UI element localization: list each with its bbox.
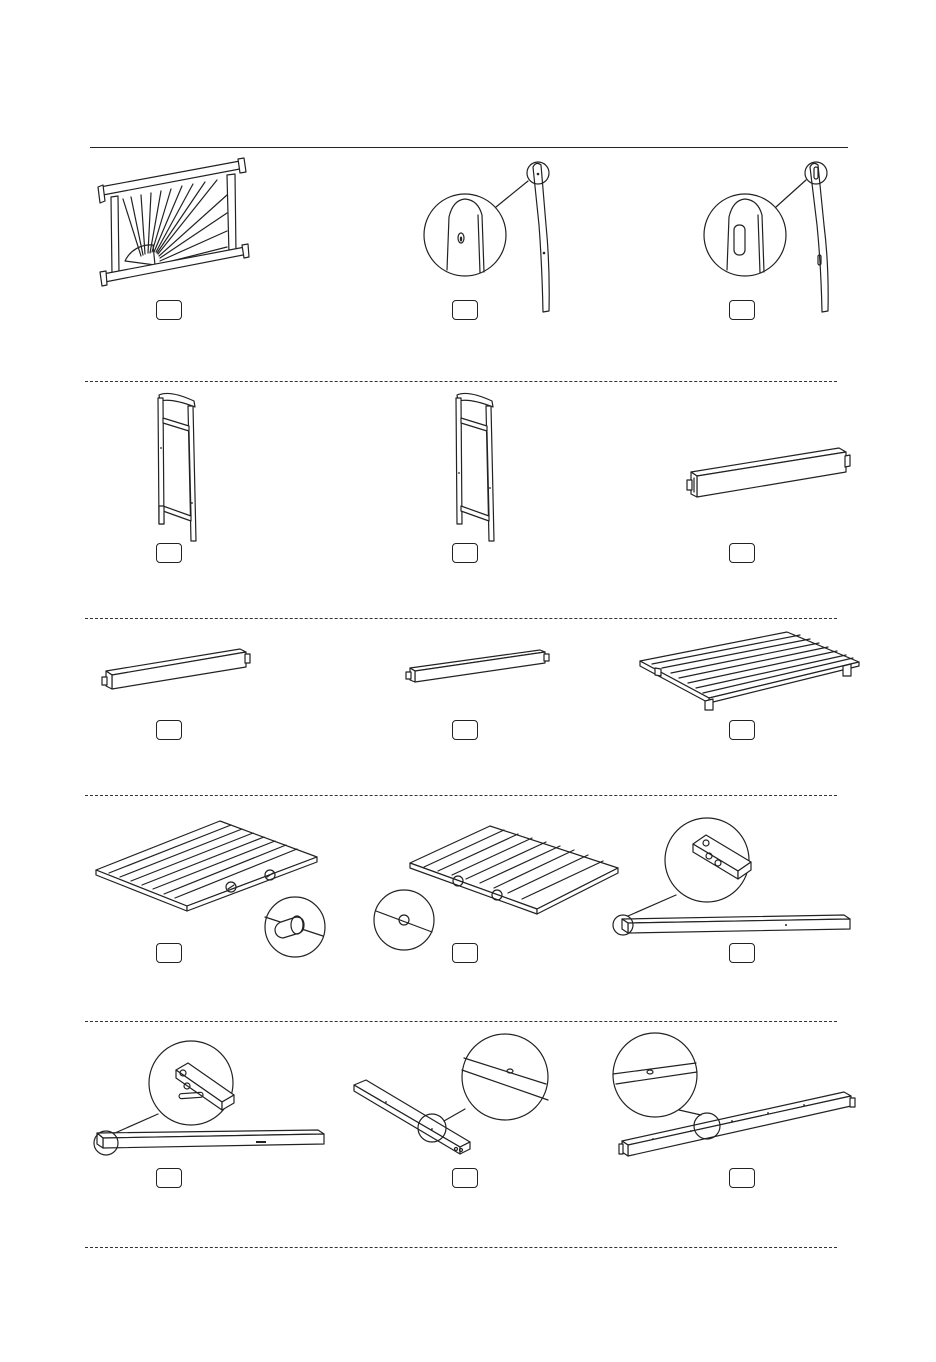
header-rule [90,147,848,148]
long-beam-slot-icon [88,1033,328,1163]
part-9-label [729,720,755,740]
part-4-side-frame [150,388,210,546]
part-8-label [452,720,478,740]
part-4-label [156,543,182,563]
part-2-leg-round-hole [420,155,560,320]
part-7-medium-rail [98,645,258,695]
part-11-slatted-panel [372,823,622,955]
part-15-label [729,1168,755,1188]
row-separator [85,795,837,796]
row-separator [85,1247,837,1248]
part-7-label [156,720,182,740]
curved-leg-icon [420,155,560,320]
part-10-slatted-panel [92,815,332,963]
wide-rail-icon [683,442,853,502]
part-13-label [156,1168,182,1188]
part-6-wide-rail [683,442,853,502]
row-separator [85,618,837,619]
row-separator [85,381,837,382]
slatted-panel-hole-icon [372,823,622,955]
part-8-narrow-rail [402,646,557,691]
part-3-label [729,300,755,320]
part-15-long-beam [608,1030,863,1165]
side-frame-icon [150,388,210,546]
part-6-label [729,543,755,563]
seat-slat-panel-icon [637,628,862,713]
part-12-long-beam [608,815,858,945]
part-2-label [452,300,478,320]
slatted-panel-pin-icon [92,815,332,963]
part-13-long-beam [88,1033,328,1163]
side-frame-icon [448,388,508,546]
part-5-side-frame [448,388,508,546]
part-11-label [452,943,478,963]
chair-back-sunburst-icon [95,155,255,290]
short-beam-hole-icon [352,1030,552,1160]
part-1-chair-back-panel [95,155,255,290]
part-12-label [729,943,755,963]
part-9-seat-panel [637,628,862,713]
part-14-label [452,1168,478,1188]
row-separator [85,1021,837,1022]
part-3-leg-slot [700,155,840,320]
medium-rail-icon [98,645,258,695]
long-beam-top-hole-icon [608,1030,863,1165]
part-14-short-beam [352,1030,552,1160]
narrow-rail-icon [402,646,557,691]
curved-leg-slot-icon [700,155,840,320]
part-1-label [156,300,182,320]
long-beam-holes-icon [608,815,858,945]
part-5-label [452,543,478,563]
part-10-label [156,943,182,963]
